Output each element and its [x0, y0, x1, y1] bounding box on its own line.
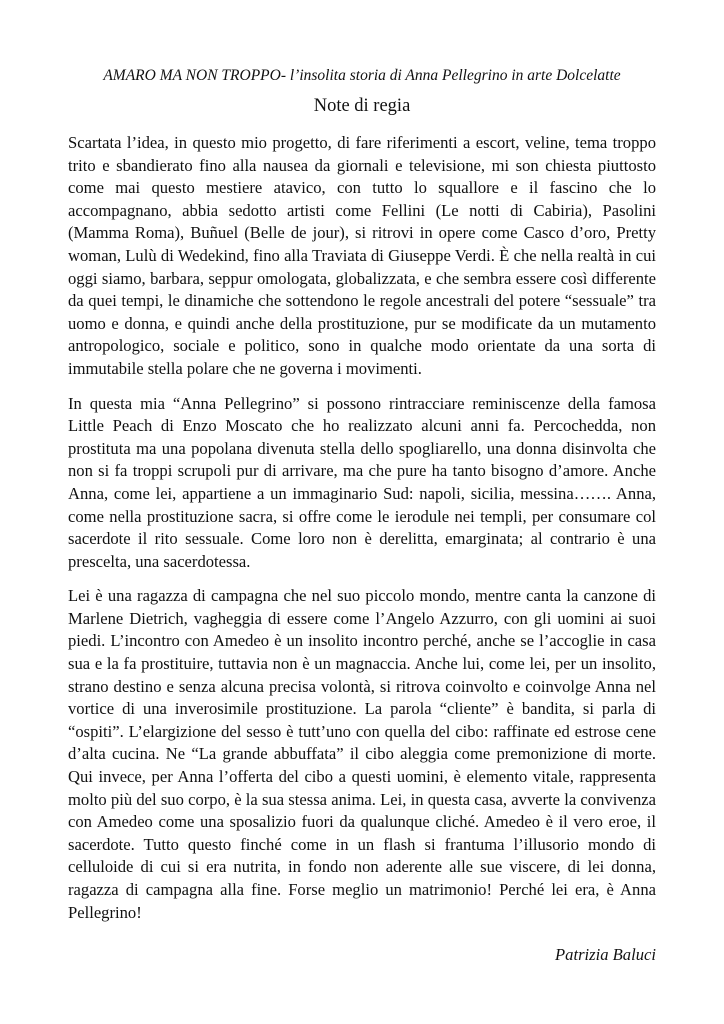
paragraph-2: In questa mia “Anna Pellegrino” si possono rintracciare reminiscenze della famosa Little Peach di Enzo Moscato che ho realizzato alcuni anni fa. Percochedda, non prostituta ma una popolana divenuta stella dello spogliarello, una donna disinvolta che non si fa troppi scrupoli pur di arrivare, ma che pure ha tanto bisogno d’amore. Anche Anna, come lei, appartiene a un immaginario Sud: napoli, sicilia, messina……. Anna, come nella prostituzione sacra, si offre come le ierodule nei templi, per consumare col sacerdote il rito sessuale. Come loro non è derelitta, emarginata; al contrario è una prescelta, una sacerdotessa. — [68, 393, 656, 571]
paragraph-1: Scartata l’idea, in questo mio progetto, di fare riferimenti a escort, veline, tema troppo trito e sbandierato fino alla nausea da giornali e televisione, mi son chiesta piuttosto come mai questo mestiere atavico, con tutto lo squallore e il fascino che lo accompagnano, abbia sedotto artisti come Fellini (Le notti di Cabiria), Pasolini (Mamma Roma), Buñuel (Belle de jour), si ritrovi in opere come Casco d’oro, Pretty woman, Lulù di Wedekind, fino alla Traviata di Giuseppe Verdi. È che nella realtà in cui oggi siamo, barbara, seppur omologata, globalizzata, e che sembra essere così differente da quei tempi, le dinamiche che sottendono le regole ancestrali del potere “sessuale” tra uomo e donna, e quindi anche della prostituzione, pur se modificate da un mutamento antropologico, sociale e politico, sono in qualche modo orientate da una sorta di immutabile stella polare che ne governa i movimenti. — [68, 133, 656, 378]
document-header: AMARO MA NON TROPPO- l’insolita storia di Anna Pellegrino in arte Dolcelatte — [103, 67, 621, 84]
document-body — [68, 132, 656, 924]
document-title: Note di regia — [313, 96, 411, 116]
signature: Patrizia Baluci — [555, 945, 656, 965]
document-page — [68, 66, 656, 966]
paragraph-3: Lei è una ragazza di campagna che nel suo piccolo mondo, mentre canta la canzone di Marlene Dietrich, vagheggia di essere come l’Angelo Azzurro, con gli uomini ai suoi piedi. L’incontro con Amedeo è un insolito incontro perché, anche se l’accoglie in casa sua e la fa prostituire, tuttavia non è un magnaccia. Anche lui, come lei, per un insolito, strano destino e senza alcuna precisa volontà, si ritrova coinvolto e coinvolge Anna nel vortice di una inverosimile prostituzione. La parola “cliente” è bandita, si parla di “ospiti”. L’elargizione del sesso è tutt’uno con quella del cibo: raffinate ed estrose cene d’alta cucina. Ne “La grande abbuffata” il cibo aleggia come premonizione di morte. Qui invece, per Anna l’offerta del cibo a questi uomini, è elemento vitale, rappresenta molto più del suo corpo, è la sua stessa anima. Lei, in questa casa, avverte la convivenza con Amedeo come una sposalizio fuori da qualunque cliché. Amedeo è il vero eroe, il sacerdote. Tutto questo finché come in un flash si frantuma l’illusorio mondo di celluloide di cui si era nutrita, in fondo non aderente alle sue viscere, di lei donna, ragazza di campagna alla fine. Forse meglio un matrimonio! Perché lei era, è Anna Pellegrino! — [68, 586, 656, 922]
